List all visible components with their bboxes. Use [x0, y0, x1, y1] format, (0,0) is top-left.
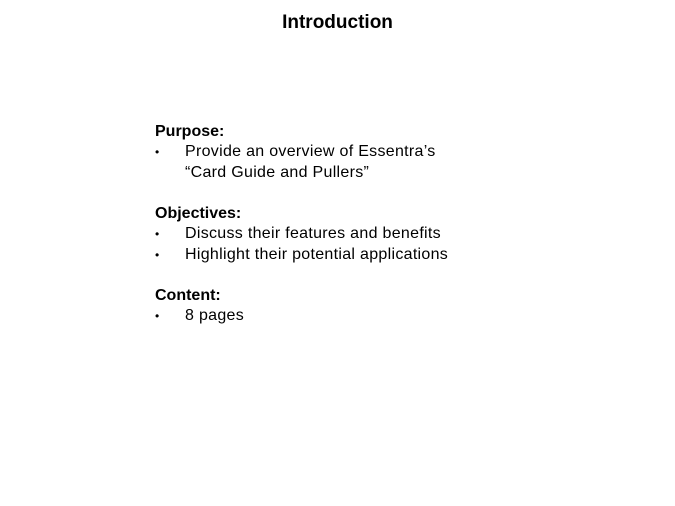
- section-content: [155, 286, 655, 327]
- list-item: [155, 224, 655, 245]
- bullet-icon: •: [155, 227, 160, 241]
- list-item-text: Provide an overview of Essentra’s “Card Guide and Pullers”: [185, 143, 436, 181]
- section-purpose: [155, 122, 655, 183]
- bullet-icon: •: [155, 145, 160, 159]
- list-item: [155, 245, 655, 266]
- section-objectives: [155, 204, 655, 265]
- section-heading: Purpose:: [155, 123, 225, 140]
- section-heading: Objectives:: [155, 205, 242, 222]
- list-item: [155, 306, 655, 327]
- bullet-icon: •: [155, 247, 160, 262]
- slide-title: Introduction: [282, 12, 393, 33]
- list-item-text: 8 pages: [185, 307, 245, 324]
- section-heading: Content:: [155, 287, 221, 304]
- slide-content: [155, 122, 655, 327]
- list-item-text: Highlight their potential applications: [185, 245, 449, 263]
- bullet-icon: •: [155, 309, 160, 323]
- list-item-text: Discuss their features and benefits: [185, 225, 441, 242]
- list-item: [155, 142, 655, 183]
